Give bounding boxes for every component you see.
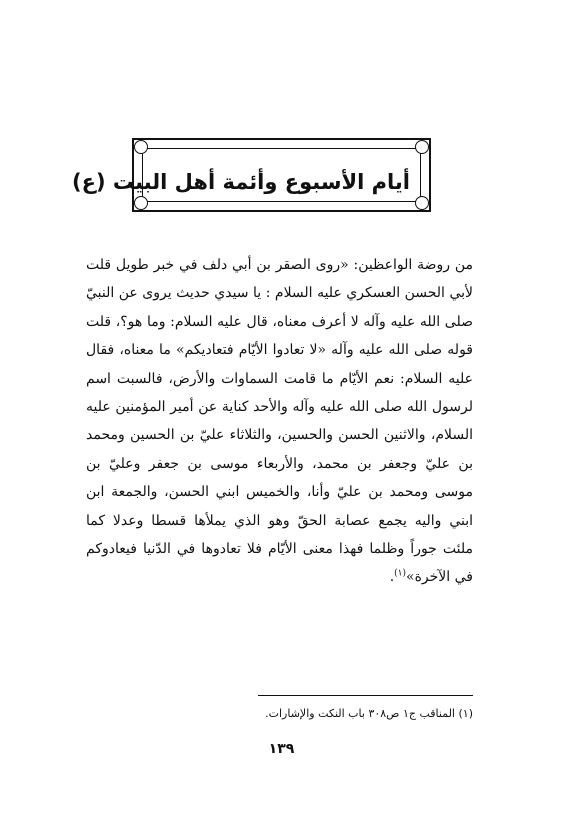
- frame-corner-ornament: [415, 196, 429, 210]
- footnote-reference: (١): [394, 568, 407, 579]
- page-number: ١٣٩: [268, 741, 295, 757]
- footnote-divider: [258, 695, 473, 696]
- body-paragraph-text: من روضة الواعظين: «روى الصقر بن أبي دلف في خبر طويل قلت لأبي الحسن العسكري عليه السلام : يا سيدي حديث يروى عن النبيّ صلى الله عليه وآله لا أعرف معناه، قال عليه السلام: وما هو؟، قلت قوله صلى الله عليه وآله «لا تعادوا الأيّام فتعاديكم» ما معناه، فقال عليه السلام: نعم الأيّام ما قامت السماوات والأرض، فالسبت اسم لرسول الله صلى الله عليه وآله والأحد كناية عن أمير المؤمنين عليه السلام، والاثنين الحسن والحسين، والثلاثاء عليّ بن الحسين ومحمد بن عليّ وجعفر بن محمد، والأربعاء موسى بن جعفر وعليّ بن موسى ومحمد بن عليّ وأنا، والخميس ابني الحسن، والجمعة ابن ابني واليه يجمع عصابة الحقّ وهو الذي يملأها قسطا وعدلا كما ملئت جوراً وظلما فهذا معنى الأيّام فلا تعادوها في الدّنيا فيعادوكم في الآخرة»: [86, 257, 473, 586]
- footnote: (١) المناقب ج١ ص٣٠٨ باب النكت والإشارات.: [265, 707, 473, 720]
- body-paragraph: من روضة الواعظين: «روى الصقر بن أبي دلف في خبر طويل قلت لأبي الحسن العسكري عليه السلام : يا سيدي حديث يروى عن النبيّ صلى الله عليه وآله لا أعرف معناه، قال عليه السلام: وما هو؟، قلت قوله صلى الله عليه وآله «لا تعادوا الأيّام فتعاديكم» ما معناه، فقال عليه السلام: نعم الأيّام ما قامت السماوات والأرض، فالسبت اسم لرسول الله صلى الله عليه وآله والأحد كناية عن أمير المؤمنين عليه السلام، والاثنين الحسن والحسين، والثلاثاء عليّ بن الحسين ومحمد بن عليّ وجعفر بن محمد، والأربعاء موسى بن جعفر وعليّ بن موسى ومحمد بن عليّ وأنا، والخميس ابني الحسن، والجمعة ابن ابني واليه يجمع عصابة الحقّ وهو الذي يملأها قسطا وعدلا كما ملئت جوراً وظلما فهذا معنى الأيّام فلا تعادوها في الدّنيا فيعادوكم في الآخرة»$^{(١)}$.: [86, 257, 473, 586]
- frame-corner-ornament: [134, 196, 148, 210]
- title-inner-border: [72, 148, 421, 202]
- chapter-title-frame: [72, 138, 431, 212]
- chapter-title: أيام الأسبوع وأئمة أهل البيت (ع): [72, 170, 410, 194]
